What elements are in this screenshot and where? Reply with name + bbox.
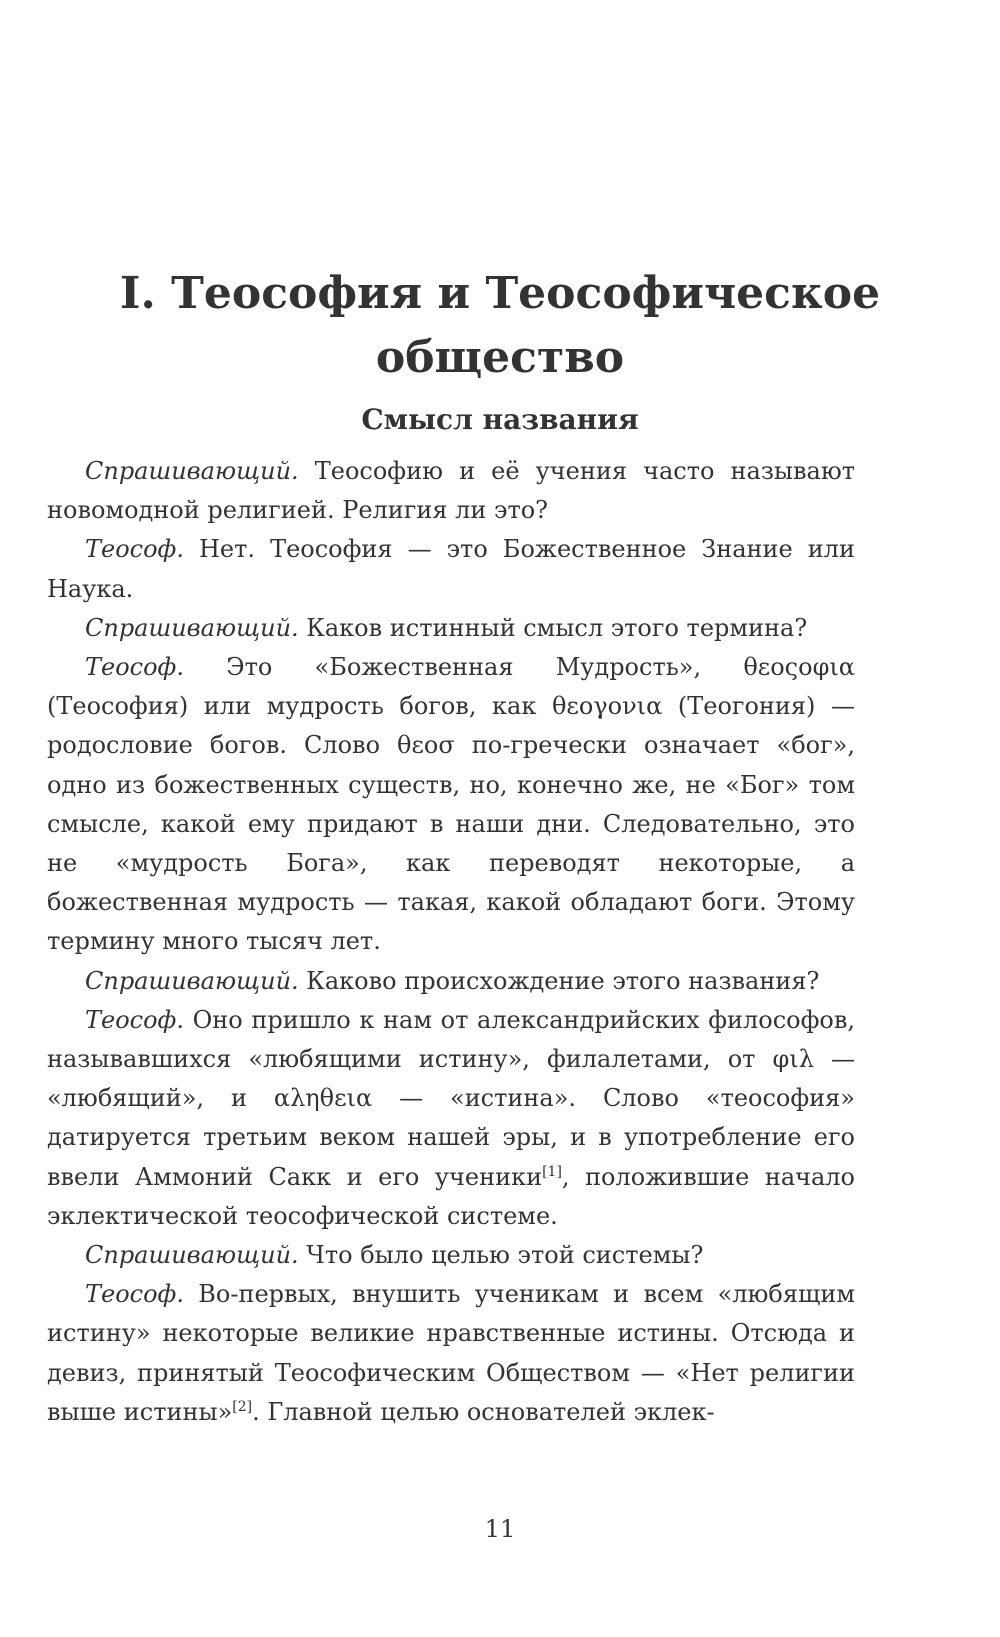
footnote-reference[interactable]: [1]	[542, 1163, 562, 1180]
speaker-label: Теософ.	[85, 1005, 184, 1034]
speaker-label: Спрашивающий.	[85, 966, 299, 995]
paragraph-text: Теософию и её учения часто называют новомодной религией. Религия ли это?	[47, 457, 855, 525]
section-title: Смысл названия	[361, 403, 639, 436]
dialogue-paragraph	[47, 1236, 855, 1275]
dialogue-paragraph	[47, 452, 855, 530]
paragraph-text: Каково происхождение этого названия?	[298, 966, 820, 995]
paragraph-text: Каков истинный смысл этого термина?	[298, 613, 808, 642]
paragraph-text: Во-первых, внушить ученикам и всем «любящим истину» некоторые великие нравственные истины. Отсюда и девиз, принятый Теософическим Обществом — «Нет религии выше истины»	[47, 1280, 855, 1426]
speaker-label: Спрашивающий.	[85, 613, 299, 642]
speaker-label: Теософ.	[85, 1280, 184, 1309]
chapter-title: I. Теософия и Теософическое общество	[119, 268, 881, 383]
page-number: 11	[484, 1515, 516, 1543]
speaker-label: Спрашивающий.	[85, 457, 299, 485]
dialogue-paragraph	[47, 1001, 855, 1236]
dialogue-paragraph	[47, 530, 855, 608]
body-text	[47, 452, 855, 1432]
speaker-label: Теософ.	[85, 535, 184, 564]
dialogue-paragraph	[47, 609, 855, 648]
speaker-label: Теософ.	[85, 653, 184, 682]
dialogue-paragraph	[47, 1275, 855, 1432]
paragraph-text-continued: , положившие начало эклектической теософической системе.	[47, 1162, 855, 1230]
paragraph-text: Оно пришло к нам от александрийских философов, называвшихся «любящими истину», филалетами, от φιλ — «любящий», и αληθεια — «истина». Слово «теософия» датируется третьим веком нашей эры, и в употребление его ввели Аммоний Сакк и его ученики	[47, 1005, 855, 1191]
paragraph-text-continued: . Главной целью основателей эклек-	[252, 1397, 715, 1426]
dialogue-paragraph	[47, 648, 855, 962]
paragraph-text: Это «Божественная Мудрость», θεοςοφια (Теософия) или мудрость богов, как θεογονια (Теогония) — родословие богов. Слово θεοσ по-гречески означает «бог», одно из божественных существ, но, конечно же, не «Бог» том смысле, какой ему придают в наши дни. Следовательно, это не «мудрость Бога», как переводят некоторые, а божественная мудрость — такая, какой обладают боги. Этому термину много тысяч лет.	[47, 653, 855, 956]
footnote-reference[interactable]: [2]	[232, 1398, 253, 1415]
speaker-label: Спрашивающий.	[85, 1241, 299, 1270]
paragraph-text: Что было целью этой системы?	[298, 1241, 704, 1270]
dialogue-paragraph	[47, 962, 855, 1001]
paragraph-text: Нет. Теософия — это Божественное Знание или Наука.	[47, 535, 855, 603]
